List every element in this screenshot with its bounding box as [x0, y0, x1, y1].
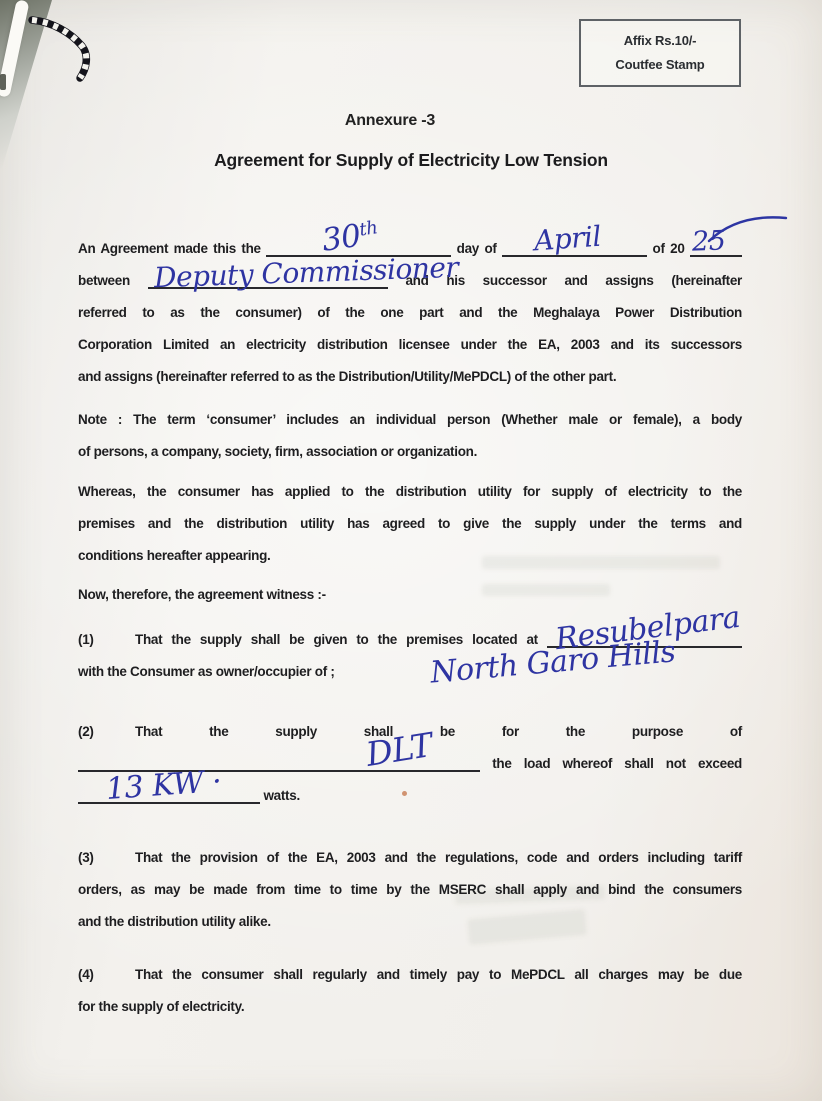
opening-line-3: referred to as the consumer) of the one part and the Meghalaya Power Distribution	[78, 305, 742, 320]
clause-1-number: (1)	[78, 632, 94, 647]
opening-day-of: day of	[456, 241, 497, 256]
clause-4-line-2: for the supply of electricity.	[78, 999, 245, 1014]
note-paragraph	[78, 404, 742, 468]
stamp-line-1: Affix Rs.10/-	[623, 33, 697, 48]
handwritten-party: Deputy Commissioner	[153, 250, 459, 295]
opening-lead: An Agreement made this the	[78, 241, 261, 256]
opening-line-4: Corporation Limited an electricity distribution licensee under the EA, 2003 and its successors	[78, 337, 742, 352]
scan-edge-mark	[0, 74, 6, 90]
clause-1-line-2: with the Consumer as owner/occupier of ;	[78, 664, 335, 679]
clause-3-line-2: orders, as may be made from time to time by the MSERC shall apply and bind the consumers	[78, 882, 742, 897]
handwritten-district: North Garo Hills	[428, 634, 677, 691]
handwritten-day-suffix: th	[357, 217, 379, 241]
stamp-line-2: Coutfee Stamp	[615, 57, 705, 72]
note-line-2: of persons, a company, society, firm, association or organization.	[78, 444, 478, 459]
clause-1	[78, 599, 742, 691]
clause-4-line-1	[78, 959, 742, 991]
handwritten-day	[320, 218, 380, 257]
load-blank-line	[78, 764, 260, 807]
note-line-1: Note : The term ‘consumer’ includes an individual person (Whether male or female), a body	[78, 412, 742, 427]
witness-line	[78, 579, 742, 611]
clause-3-line-1	[78, 842, 742, 874]
party-blank-line	[148, 250, 459, 295]
clause-4-number: (4)	[78, 967, 94, 982]
clause-2-text-1: That the supply shall be for the purpose of	[135, 724, 742, 739]
opening-line-2	[78, 250, 742, 297]
clause-2-number: (2)	[78, 724, 94, 739]
clause-2-line-3	[78, 764, 742, 812]
clause-4	[78, 959, 742, 1023]
clause-2-watts: watts.	[263, 788, 300, 803]
clause-3-text-1: That the provision of the EA, 2003 and the regulations, code and orders including tariff	[135, 850, 742, 865]
clause-1-text-1: That the supply shall be given to the premises located at	[135, 632, 538, 647]
whereas-line-3: conditions hereafter appearing.	[78, 548, 271, 563]
clause-4-text-1: That the consumer shall regularly and timely pay to MePDCL all charges may be due	[135, 967, 742, 982]
binding-thread	[26, 2, 118, 90]
whereas-paragraph	[78, 476, 742, 572]
clause-2	[78, 716, 742, 812]
handwritten-day-number: 30	[319, 217, 363, 259]
opening-paragraph	[78, 217, 742, 393]
opening-line-5: and assigns (hereinafter referred to as the Distribution/Utility/MePDCL) of the other part.	[78, 369, 617, 384]
handwritten-month: April	[532, 219, 602, 258]
whereas-line-2: premises and the distribution utility has agreed to give the supply under the terms and	[78, 516, 742, 531]
opening-of-year: of 20	[652, 241, 685, 256]
annexure-heading: Annexure -3	[344, 112, 436, 129]
handwritten-purpose: DLT	[363, 725, 435, 774]
clause-2-text-2: the load whereof shall not exceed	[492, 756, 742, 771]
opening-between: between	[78, 273, 130, 288]
court-fee-stamp-box	[579, 19, 741, 87]
page-title: Agreement for Supply of Electricity Low Tension	[214, 150, 608, 170]
year-blank-line	[690, 225, 742, 258]
clause-3-number: (3)	[78, 850, 94, 865]
handwritten-location: Resubelpara	[553, 599, 742, 658]
opening-line2-rest: and his successor and assigns (hereinafter	[405, 273, 742, 288]
witness-text: Now, therefore, the agreement witness :-	[78, 587, 326, 602]
clause-3	[78, 842, 742, 938]
handwritten-load: 13 KW ·	[104, 764, 223, 807]
handwritten-year: 25	[691, 225, 726, 258]
handwritten-year-flourish	[708, 213, 788, 245]
clause-3-line-3: and the distribution utility alike.	[78, 914, 271, 929]
month-blank-line	[502, 219, 647, 258]
whereas-line-1: Whereas, the consumer has applied to the distribution utility for supply of electricity to the	[78, 484, 742, 499]
